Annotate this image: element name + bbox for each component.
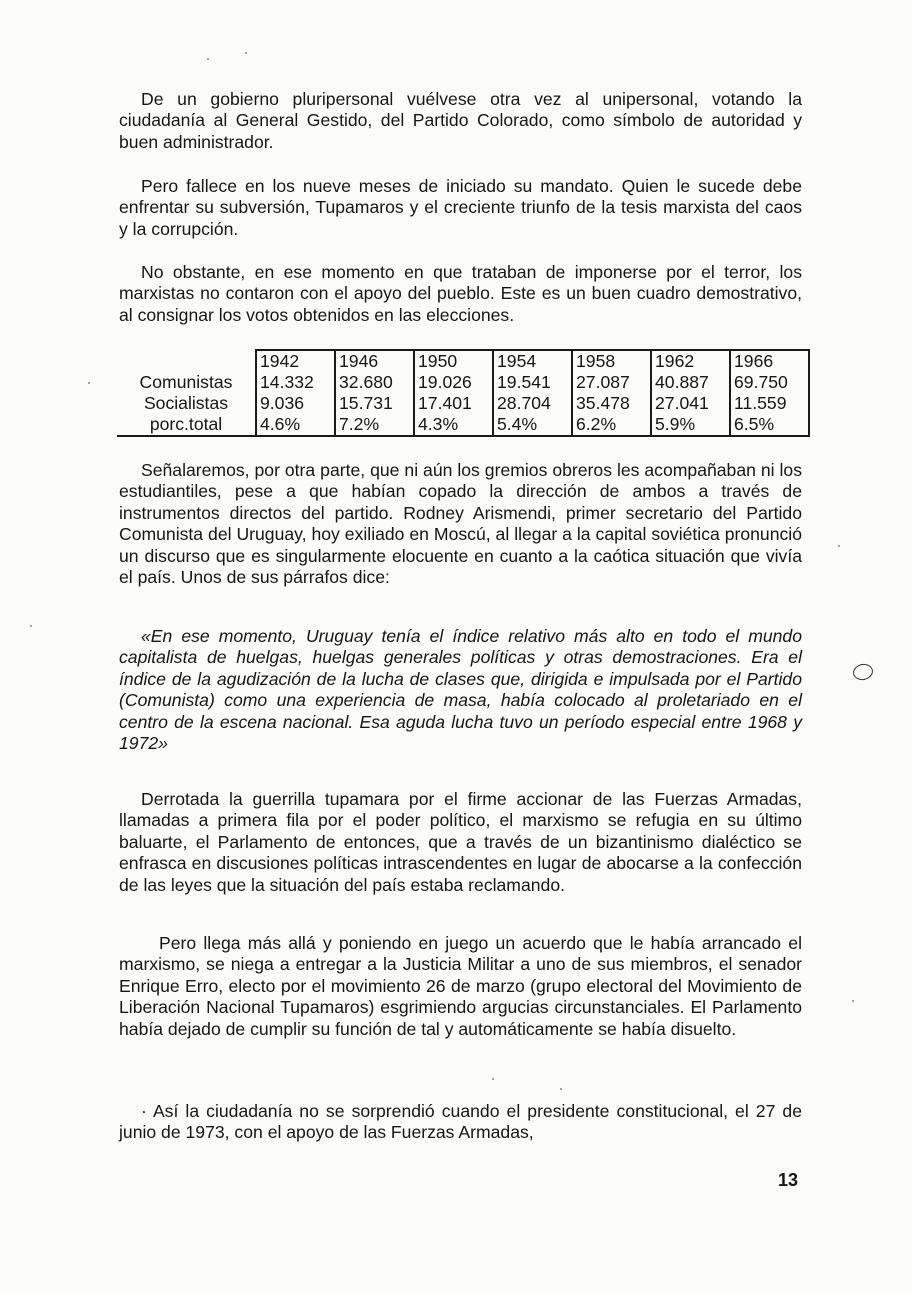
year-cell: 1962	[651, 350, 730, 372]
table-cell: 14.332	[256, 372, 335, 393]
paragraph-junio-1973: · Así la ciudadanía no se sorprendió cuando el presidente constitucional, el 27 de junio de 1973, con el apoyo de las Fuerzas Armadas,	[119, 1101, 802, 1143]
year-cell: 1954	[493, 350, 572, 372]
scan-speck	[88, 382, 90, 384]
scan-speck	[560, 1088, 562, 1090]
election-votes-table	[117, 349, 810, 437]
scan-speck	[838, 545, 840, 547]
paragraph-parlamento: Pero llega más allá y poniendo en juego un acuerdo que le había arrancado el marxismo, se niega a entregar a la Justicia Militar a uno de sus miembros, el senador Enrique Erro, electo por el movimiento 26 de marzo (grupo electoral del Movimiento de Liberación Nacional Tupamaros) esgrimiendo argucias circunstanciales. El Parlamento había dejado de cumplir su función de tal y automáticamente se había disuelto.	[119, 933, 802, 1039]
table-cell: 27.041	[651, 393, 730, 414]
table-cell: 19.541	[493, 372, 572, 393]
scan-speck	[245, 52, 247, 54]
year-cell: 1958	[572, 350, 651, 372]
year-cell: 1946	[335, 350, 414, 372]
table-cell: 5.4%	[493, 414, 572, 436]
row-label: porc.total	[117, 414, 256, 436]
quote-arismendi: «En ese momento, Uruguay tenía el índice relativo más alto en todo el mundo capitalista de huelgas, huelgas generales políticas y otras demostraciones. Era el índice de la agudización de la lucha de clases que, dirigida e impulsada por el Partido (Comunista) como una experiencia de masa, había colocado al proletariado en el centro de la escena nacional. Esa aguda lucha tuvo un período especial entre 1968 y 1972»	[119, 626, 802, 754]
year-cell: 1942	[256, 350, 335, 372]
table-cell: 28.704	[493, 393, 572, 414]
table-cell: 27.087	[572, 372, 651, 393]
margin-circle-mark	[852, 662, 875, 682]
page-number: 13	[778, 1170, 799, 1190]
scan-speck	[30, 625, 32, 627]
row-label: Comunistas	[139, 372, 233, 392]
table-cell: 11.559	[730, 393, 809, 414]
scan-speck	[207, 58, 209, 60]
year-cell: 1966	[730, 350, 809, 372]
table-cell: 4.3%	[414, 414, 493, 436]
paragraph-arismendi: Señalaremos, por otra parte, que ni aún los gremios obreros les acompañaban ni los estudiantiles, pese a que habían copado la dirección de ambos a través de instrumentos directos del partido. Rodney Arismendi, primer secretario del Partido Comunista del Uruguay, hoy exiliado en Moscú, al llegar a la capital soviética pronunció un discurso que es singularmente elocuente en cuanto a la caótica situación que vivía el país. Unos de sus párrafos dice:	[119, 460, 802, 588]
table-cell: 15.731	[335, 393, 414, 414]
table-cell: 35.478	[572, 393, 651, 414]
table-cell: 7.2%	[335, 414, 414, 436]
table-cell: 6.2%	[572, 414, 651, 436]
table-header-row	[117, 350, 809, 372]
year-cell: 1950	[414, 350, 493, 372]
table-cell: 19.026	[414, 372, 493, 393]
scan-speck	[852, 1000, 854, 1002]
table-cell: 4.6%	[256, 414, 335, 436]
paragraph-subversion: Pero fallece en los nueve meses de iniciado su mandato. Quien le sucede debe enfrentar su subversión, Tupamaros y el creciente triunfo de la tesis marxista del caos y la corrupción.	[119, 176, 802, 239]
table-cell: 6.5%	[730, 414, 809, 436]
paragraph-elections-intro: No obstante, en ese momento en que trataban de imponerse por el terror, los marxistas no contaron con el apoyo del pueblo. Este es un buen cuadro demostrativo, al consignar los votos obtenidos en las elecciones.	[119, 262, 802, 325]
table-cell: 40.887	[651, 372, 730, 393]
paragraph-guerrilla: Derrotada la guerrilla tupamara por el firme accionar de las Fuerzas Armadas, llamadas a primera fila por el poder político, el marxismo se refugia en su último baluarte, el Parlamento de entonces, que a través de un bizantinismo dialéctico se enfrasca en discusiones políticas intrascendentes en lugar de abocarse a la confección de las leyes que la situación del país estaba reclamando.	[119, 789, 802, 895]
table-row	[117, 414, 809, 436]
table-row	[117, 372, 809, 393]
table-row	[117, 393, 809, 414]
scan-speck	[492, 1078, 494, 1080]
table-cell: 5.9%	[651, 414, 730, 436]
table-cell: 69.750	[730, 372, 809, 393]
table-corner-cell	[117, 350, 256, 372]
paragraph-gestido: De un gobierno pluripersonal vuélvese otra vez al unipersonal, votando la ciudadanía al General Gestido, del Partido Colorado, como símbolo de autoridad y buen administrador.	[119, 89, 802, 152]
table-cell: 17.401	[414, 393, 493, 414]
table-cell: 32.680	[335, 372, 414, 393]
row-label: Socialistas	[143, 393, 229, 413]
table-cell: 9.036	[256, 393, 335, 414]
